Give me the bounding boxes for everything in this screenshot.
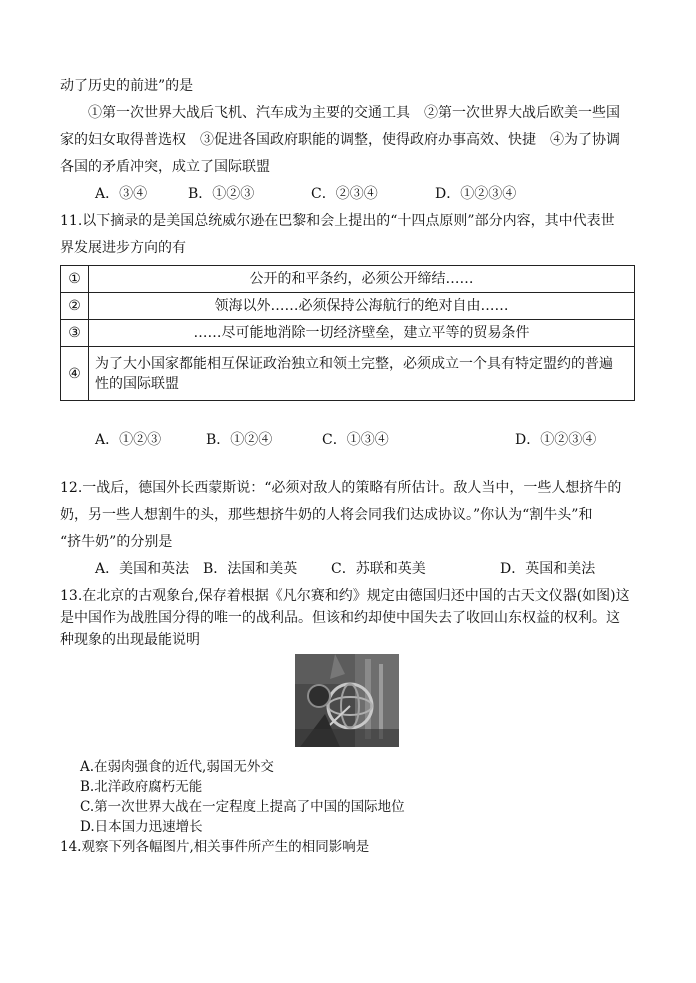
q13-option-a: A.在弱肉强食的近代,弱国无外交 (80, 759, 274, 775)
table-row (61, 347, 635, 401)
row-number: ④ (61, 347, 89, 401)
q12-option-c: C．苏联和英美 (331, 561, 426, 577)
q12-stem-line-3: “挤牛奶”的分别是 (60, 534, 173, 550)
q10-option-c: C．②③④ (311, 186, 378, 202)
q10-statement-line-1: ①第一次世界大战后飞机、汽车成为主要的交通工具 ②第一次世界大战后欧美一些国 (88, 105, 620, 121)
q12-stem-line-2: 奶，另一些人想割牛的头，那些想挤牛奶的人将会同我们达成协议。”你认为“割牛头”和 (60, 507, 593, 523)
q12-stem-line-1: 12.一战后，德国外长西蒙斯说：“必须对敌人的策略有所估计。敌人当中，一些人想挤牛的 (60, 480, 622, 496)
q10-stem-continuation: 动了历史的前进”的是 (60, 78, 194, 94)
table-row (61, 320, 635, 347)
q10-option-b: B．①②③ (188, 186, 255, 202)
row-number: ② (61, 293, 89, 320)
q13-stem-line-3: 种现象的出现最能说明 (60, 632, 200, 648)
row-number: ① (61, 266, 89, 293)
row-text: 领海以外……必须保持公海航行的绝对自由…… (89, 293, 635, 320)
q14-stem: 14.观察下列各幅图片,相关事件所产生的相同影响是 (60, 839, 370, 855)
q10-option-d: D．①②③④ (435, 186, 517, 202)
row-text (89, 347, 635, 401)
q11-option-c: C．①③④ (322, 432, 389, 448)
q13-option-b: B.北洋政府腐朽无能 (80, 779, 203, 795)
q11-option-b: B．①②④ (206, 432, 273, 448)
q12-option-b: B．法国和美英 (203, 561, 298, 577)
q11-stem-line-2: 界发展进步方向的有 (60, 240, 186, 256)
q10-option-a: A．③④ (95, 186, 148, 202)
q13-stem-line-1: 13.在北京的古观象台,保存着根据《凡尔赛和约》规定由德国归还中国的古天文仪器(如图)这 (60, 588, 630, 604)
astronomical-instrument-photo (295, 654, 399, 747)
photo-illustration (295, 654, 399, 747)
q10-statement-line-3: 各国的矛盾冲突，成立了国际联盟 (60, 159, 270, 175)
q12-option-a: A．美国和英法 (95, 561, 190, 577)
q11-principles-table (60, 265, 635, 401)
q11-option-d: D．①②③④ (515, 432, 597, 448)
row-text-line-2: 性的国际联盟 (95, 375, 179, 392)
q10-statement-line-2: 家的妇女取得普选权 ③促进各国政府职能的调整，使得政府办事高效、快捷 ④为了协调 (60, 132, 620, 148)
q13-stem-line-2: 是中国作为战胜国分得的唯一的战利品。但该和约却使中国失去了收回山东权益的权利。这 (60, 610, 620, 626)
table-row (61, 293, 635, 320)
row-text-line-1: 为了大小国家都能相互保证政治独立和领土完整，必须成立一个具有特定盟约的普遍 (95, 355, 613, 372)
row-text: ……尽可能地消除一切经济壁垒，建立平等的贸易条件 (89, 320, 635, 347)
q13-option-d: D.日本国力迅速增长 (80, 819, 203, 835)
q12-option-d: D．英国和美法 (500, 561, 596, 577)
q13-option-c: C.第一次世界大战在一定程度上提高了中国的国际地位 (80, 799, 405, 815)
row-text: 公开的和平条约，必须公开缔结…… (89, 266, 635, 293)
q11-stem-line-1: 11.以下摘录的是美国总统威尔逊在巴黎和会上提出的“十四点原则”部分内容，其中代表世 (60, 213, 615, 229)
table-row (61, 266, 635, 293)
q11-option-a: A．①②③ (95, 432, 162, 448)
row-number: ③ (61, 320, 89, 347)
